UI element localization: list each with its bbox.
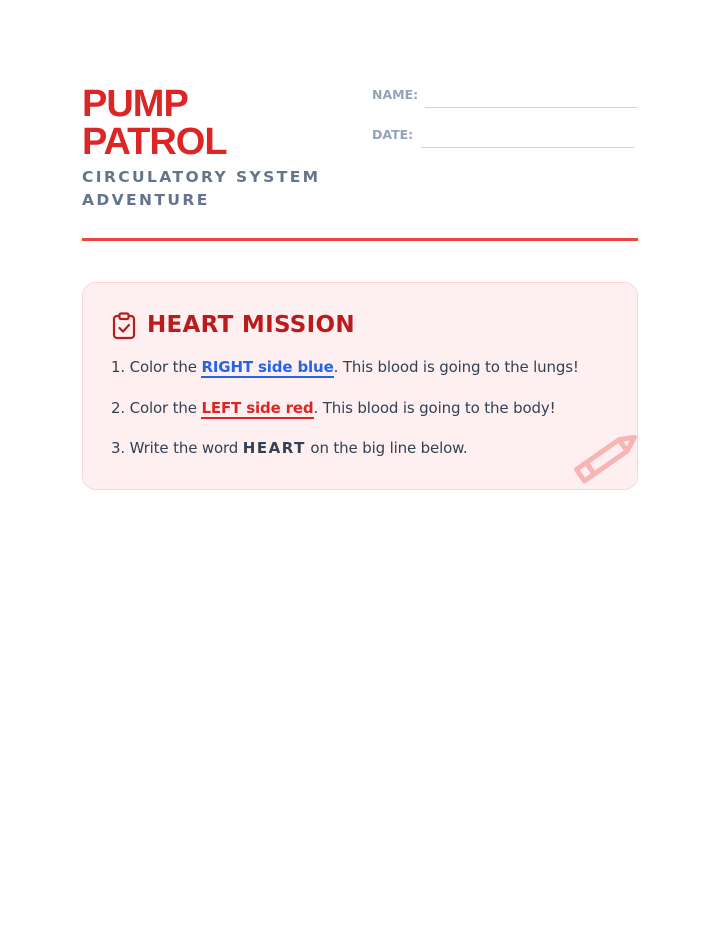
step-text-after: . This blood is going to the body! [313, 399, 556, 417]
date-field-line[interactable] [421, 147, 634, 148]
mission-title: HEART MISSION [147, 312, 355, 338]
mission-card [82, 282, 638, 490]
mission-step-2 [111, 398, 555, 418]
name-field-line[interactable] [425, 107, 638, 108]
step-text-before: Color the [125, 358, 202, 376]
date-label: DATE: [372, 127, 414, 142]
step-highlight-heart: HEART [242, 439, 306, 457]
name-label: NAME: [372, 87, 419, 102]
step-text-before: Color the [125, 399, 202, 417]
pencil-icon [565, 423, 638, 490]
step-text-before: Write the word [125, 439, 243, 457]
worksheet-title-line-2: PATROL [82, 121, 227, 163]
header-divider [82, 238, 638, 241]
step-highlight-left-side-red: LEFT side red [201, 399, 314, 417]
step-highlight-right-side-blue: RIGHT side blue [201, 358, 334, 376]
step-text-after: . This blood is going to the lungs! [333, 358, 579, 376]
step-number: 1. [111, 358, 126, 376]
worksheet-subtitle-line-1: CIRCULATORY SYSTEM [82, 168, 321, 186]
mission-step-3 [111, 438, 468, 458]
step-text-after: on the big line below. [305, 439, 468, 457]
mission-step-1 [111, 357, 579, 377]
clipboard-check-icon [111, 312, 137, 340]
worksheet-subtitle-line-2: ADVENTURE [82, 191, 210, 209]
step-number: 3. [111, 439, 126, 457]
worksheet-title-line-1: PUMP [82, 83, 188, 125]
step-number: 2. [111, 399, 126, 417]
